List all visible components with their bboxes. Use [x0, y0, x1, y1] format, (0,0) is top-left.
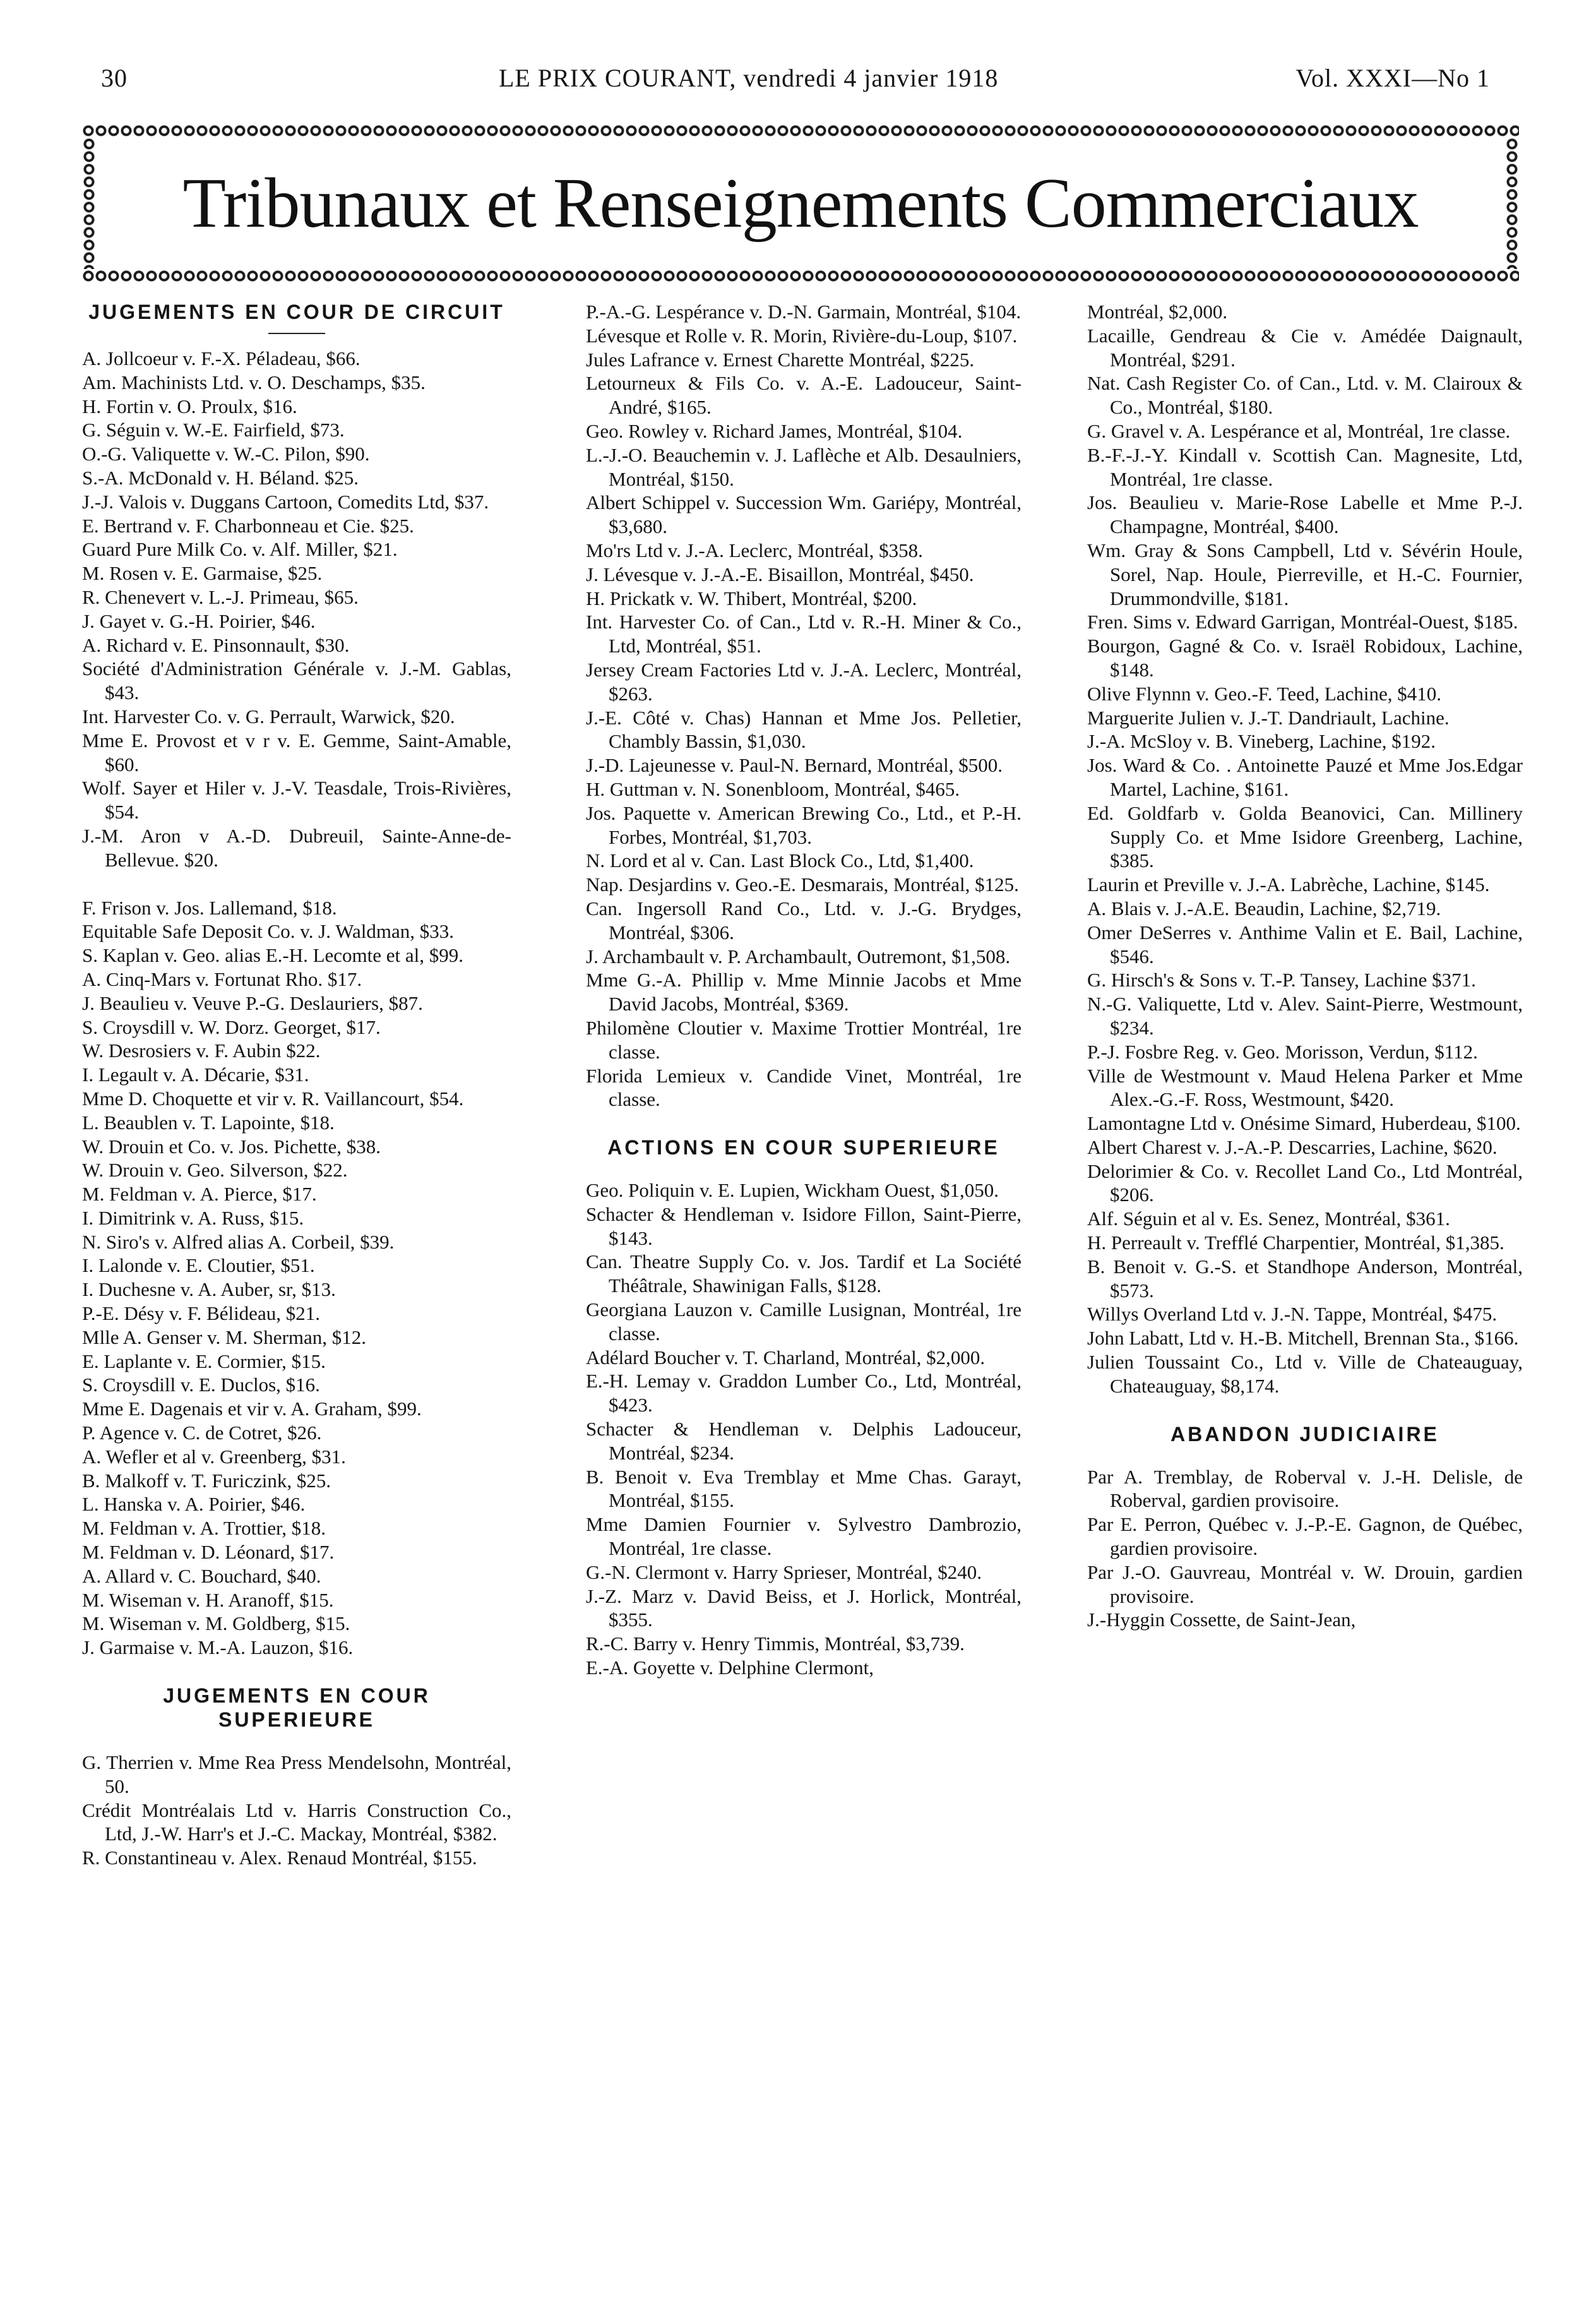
entry-list: [1087, 300, 1523, 1398]
judgment-entry: J. Archambault v. P. Archambault, Outremont, $1,508.: [586, 945, 1011, 967]
page-number: 30: [101, 64, 128, 92]
judgment-entry: Par A. Tremblay, de Roberval v. J.-H. Delisle, de Roberval, gardien provisoire.: [1087, 1465, 1523, 1512]
judgment-entry: Wm. Gray & Sons Campbell, Ltd v. Sévérin Houle, Sorel, Nap. Houle, Pierreville, et H.-C. Fournier, Drummondville, $181.: [1087, 539, 1523, 609]
heading-superior-judgments: JUGEMENTS EN COUR SUPERIEURE: [163, 1684, 431, 1732]
judgment-entry: Alf. Séguin et al v. Es. Senez, Montréal, $361.: [1087, 1207, 1450, 1230]
judgment-entry: M. Rosen v. E. Garmaise, $25.: [82, 562, 323, 585]
judgment-entry: A. Jollcoeur v. F.-X. Péladeau, $66.: [82, 347, 360, 369]
judgment-entry: Ed. Goldfarb v. Golda Beanovici, Can. Millinery Supply Co. et Mme Isidore Greenberg, Lachine, $385.: [1087, 801, 1523, 872]
judgment-entry: M. Wiseman v. M. Goldberg, $15.: [82, 1612, 350, 1635]
judgment-entry: W. Drouin v. Geo. Silverson, $22.: [82, 1159, 348, 1182]
judgment-entry: N.-G. Valiquette, Ltd v. Alev. Saint-Pierre, Westmount, $234.: [1087, 993, 1523, 1039]
judgment-entry: E.-A. Goyette v. Delphine Clermont,: [586, 1656, 874, 1679]
entry-list: [586, 300, 1021, 1111]
running-header: [95, 63, 1496, 101]
judgment-entry: I. Legault v. A. Décarie, $31.: [82, 1063, 309, 1086]
judgment-entry: Albert Charest v. J.-A.-P. Descarries, Lachine, $620.: [1087, 1135, 1498, 1158]
column-3: [1087, 300, 1523, 1632]
judgment-entry: G. Hirsch's & Sons v. T.-P. Tansey, Lachine $371.: [1087, 969, 1476, 991]
judgment-entry: R. Chenevert v. L.-J. Primeau, $65.: [82, 585, 359, 608]
judgment-entry: B. Malkoff v. T. Furiczink, $25.: [82, 1469, 331, 1492]
divider-rule: [268, 333, 325, 334]
judgment-entry: M. Feldman v. D. Léonard, $17.: [82, 1541, 335, 1564]
entry-list: [1087, 1465, 1523, 1632]
judgment-entry: I. Duchesne v. A. Auber, sr, $13.: [82, 1278, 336, 1301]
judgment-entry: Guard Pure Milk Co. v. Alf. Miller, $21.: [82, 538, 398, 561]
judgment-entry: Mo'rs Ltd v. J.-A. Leclerc, Montréal, $358.: [586, 539, 923, 561]
column-2: [586, 300, 1021, 1680]
judgment-entry: Jersey Cream Factories Ltd v. J.-A. Leclerc, Montréal, $263.: [586, 658, 1021, 705]
judgment-entry: Jules Lafrance v. Ernest Charette Montréal, $225.: [586, 348, 975, 371]
judgment-entry: Int. Harvester Co. of Can., Ltd v. R.-H. Miner & Co., Ltd, Montréal, $51.: [586, 611, 1021, 657]
judgment-entry: Nap. Desjardins v. Geo.-E. Desmarais, Montréal, $125.: [586, 873, 1019, 896]
judgment-entry: L. Hanska v. A. Poirier, $46.: [82, 1493, 306, 1516]
judgment-entry: G. Therrien v. Mme Rea Press Mendelsohn, Montréal, 50.: [82, 1751, 511, 1797]
section-title: Tribunaux et Renseignements Commerciaux: [182, 164, 1419, 243]
judgment-entry: Par J.-O. Gauvreau, Montréal v. W. Drouin, gardien provisoire.: [1087, 1560, 1523, 1607]
judgment-entry: Crédit Montréalais Ltd v. Harris Construction Co., Ltd, J.-W. Harr's et J.-C. Mackay, Montréal, $382.: [82, 1799, 511, 1845]
judgment-entry: B. Benoit v. Eva Tremblay et Mme Chas. Garayt, Montréal, $155.: [586, 1465, 1021, 1512]
judgment-entry: S.-A. McDonald v. H. Béland. $25.: [82, 466, 359, 489]
judgment-entry: Mme D. Choquette et vir v. R. Vaillancourt, $54.: [82, 1087, 464, 1110]
judgment-entry: Albert Schippel v. Succession Wm. Gariépy, Montréal, $3,680.: [586, 491, 1021, 538]
banner-border-top: [82, 124, 1519, 138]
judgment-entry: A. Cinq-Mars v. Fortunat Rho. $17.: [82, 967, 362, 990]
judgment-entry: N. Lord et al v. Can. Last Block Co., Ltd, $1,400.: [586, 849, 974, 872]
judgment-entry: Jos. Beaulieu v. Marie-Rose Labelle et Mme P.-J. Champagne, Montréal, $400.: [1087, 491, 1523, 538]
judgment-entry: E. Bertrand v. F. Charbonneau et Cie. $25.: [82, 514, 414, 537]
judgment-entry: P.-J. Fosbre Reg. v. Geo. Morisson, Verdun, $112.: [1087, 1040, 1478, 1063]
judgment-entry: Mme E. Provost et v r v. E. Gemme, Saint-Amable, $60.: [82, 729, 511, 776]
judgment-entry: J.-A. McSloy v. B. Vineberg, Lachine, $192.: [1087, 730, 1436, 753]
judgment-entry: Georgiana Lauzon v. Camille Lusignan, Montréal, 1re classe.: [586, 1298, 1021, 1345]
heading-judicial-abandonment: ABANDON JUDICIAIRE: [1170, 1422, 1439, 1446]
judgment-entry: Geo. Rowley v. Richard James, Montréal, $104.: [586, 419, 963, 442]
judgment-entry: S. Croysdill v. E. Duclos, $16.: [82, 1374, 320, 1396]
judgment-entry: R. Constantineau v. Alex. Renaud Montréal, $155.: [82, 1847, 477, 1869]
judgment-entry: Lamontagne Ltd v. Onésime Simard, Huberdeau, $100.: [1087, 1112, 1521, 1135]
entry-list: [82, 896, 511, 1660]
judgment-entry: S. Kaplan v. Geo. alias E.-H. Lecomte et al, $99.: [82, 944, 464, 967]
judgment-entry: L.-J.-O. Beauchemin v. J. Laflèche et Alb. Desaulniers, Montréal, $150.: [586, 443, 1021, 490]
judgment-entry: Bourgon, Gagné & Co. v. Israël Robidoux, Lachine, $148.: [1087, 635, 1523, 681]
judgment-entry: A. Richard v. E. Pinsonnault, $30.: [82, 633, 350, 656]
entry-list: [586, 1178, 1021, 1680]
judgment-entry: Mme G.-A. Phillip v. Mme Minnie Jacobs et Mme David Jacobs, Montréal, $369.: [586, 969, 1021, 1015]
judgment-entry: M. Feldman v. A. Pierce, $17.: [82, 1183, 317, 1206]
judgment-entry: G. Séguin v. W.-E. Fairfield, $73.: [82, 419, 345, 441]
judgment-entry: A. Wefler et al v. Greenberg, $31.: [82, 1445, 346, 1468]
judgment-entry: Montréal, $2,000.: [1087, 301, 1228, 323]
judgment-entry: F. Frison v. Jos. Lallemand, $18.: [82, 896, 337, 919]
judgment-entry: Olive Flynnn v. Geo.-F. Teed, Lachine, $410.: [1087, 682, 1441, 705]
heading-superior-actions: ACTIONS EN COUR SUPERIEURE: [607, 1136, 1000, 1159]
judgment-entry: Schacter & Hendleman v. Delphis Ladouceur, Montréal, $234.: [586, 1418, 1021, 1464]
judgment-entry: G.-N. Clermont v. Harry Sprieser, Montréal, $240.: [586, 1560, 982, 1583]
judgment-entry: John Labatt, Ltd v. H.-B. Mitchell, Brennan Sta., $166.: [1087, 1327, 1519, 1350]
judgment-entry: J.-Z. Marz v. David Beiss, et J. Horlick, Montréal, $355.: [586, 1584, 1021, 1631]
judgment-entry: J. Gayet v. G.-H. Poirier, $46.: [82, 609, 316, 632]
judgment-entry: B.-F.-J.-Y. Kindall v. Scottish Can. Magnesite, Ltd, Montréal, 1re classe.: [1087, 443, 1523, 490]
judgment-entry: E. Laplante v. E. Cormier, $15.: [82, 1350, 326, 1372]
judgment-entry: Ville de Westmount v. Maud Helena Parker et Mme Alex.-G.-F. Ross, Westmount, $420.: [1087, 1064, 1523, 1111]
judgment-entry: G. Gravel v. A. Lespérance et al, Montréal, 1re classe.: [1087, 419, 1511, 442]
judgment-entry: J.-M. Aron v A.-D. Dubreuil, Sainte-Anne-de-Bellevue. $20.: [82, 824, 511, 871]
judgment-entry: J.-D. Lajeunesse v. Paul-N. Bernard, Montréal, $500.: [586, 754, 1003, 777]
judgment-entry: E.-H. Lemay v. Graddon Lumber Co., Ltd, Montréal, $423.: [586, 1370, 1021, 1417]
judgment-entry: Laurin et Preville v. J.-A. Labrèche, Lachine, $145.: [1087, 873, 1490, 896]
judgment-entry: H. Guttman v. N. Sonenbloom, Montréal, $465.: [586, 777, 960, 800]
judgment-entry: Marguerite Julien v. J.-T. Dandriault, Lachine.: [1087, 706, 1450, 729]
judgment-entry: Can. Ingersoll Rand Co., Ltd. v. J.-G. Brydges, Montréal, $306.: [586, 897, 1021, 943]
judgment-entry: H. Perreault v. Trefflé Charpentier, Montréal, $1,385.: [1087, 1231, 1504, 1254]
judgment-entry: Jos. Ward & Co. . Antoinette Pauzé et Mme Jos.Edgar Martel, Lachine, $161.: [1087, 754, 1523, 800]
judgment-entry: Florida Lemieux v. Candide Vinet, Montréal, 1re classe.: [586, 1064, 1021, 1111]
judgment-entry: Philomène Cloutier v. Maxime Trottier Montréal, 1re classe.: [586, 1016, 1021, 1063]
journal-title-date: LE PRIX COURANT, vendredi 4 janvier 1918: [499, 64, 999, 92]
judgment-entry: Julien Toussaint Co., Ltd v. Ville de Chateauguay, Chateauguay, $8,174.: [1087, 1351, 1523, 1397]
entry-list: [82, 1751, 511, 1870]
judgment-entry: Mlle A. Genser v. M. Sherman, $12.: [82, 1326, 367, 1348]
judgment-entry: Lévesque et Rolle v. R. Morin, Rivière-du-Loup, $107.: [586, 324, 1018, 347]
judgment-entry: W. Desrosiers v. F. Aubin $22.: [82, 1039, 321, 1062]
judgment-entry: M. Feldman v. A. Trottier, $18.: [82, 1517, 326, 1540]
judgment-entry: Mme E. Dagenais et vir v. A. Graham, $99.: [82, 1398, 422, 1420]
entry-list: [82, 347, 511, 872]
heading-circuit-judgments: JUGEMENTS EN COUR DE CIRCUIT: [88, 301, 505, 323]
judgment-entry: Int. Harvester Co. v. G. Perrault, Warwick, $20.: [82, 705, 455, 728]
judgment-entry: Lacaille, Gendreau & Cie v. Amédée Daignault, Montréal, $291.: [1087, 324, 1523, 371]
judgment-entry: L. Beaublen v. T. Lapointe, $18.: [82, 1111, 335, 1134]
judgment-entry: Letourneux & Fils Co. v. A.-E. Ladouceur, Saint-André, $165.: [586, 372, 1021, 419]
judgment-entry: Willys Overland Ltd v. J.-N. Tappe, Montréal, $475.: [1087, 1303, 1498, 1326]
judgment-entry: Mme Damien Fournier v. Sylvestro Dambrozio, Montréal, 1re classe.: [586, 1513, 1021, 1560]
judgment-entry: J. Lévesque v. J.-A.-E. Bisaillon, Montréal, $450.: [586, 563, 974, 585]
judgment-entry: Wolf. Sayer et Hiler v. J.-V. Teasdale, Trois-Rivières, $54.: [82, 777, 511, 824]
judgment-entry: Am. Machinists Ltd. v. O. Deschamps, $35.: [82, 371, 426, 393]
judgment-entry: A. Allard v. C. Bouchard, $40.: [82, 1564, 321, 1587]
judgment-entry: S. Croysdill v. W. Dorz. Georget, $17.: [82, 1015, 381, 1038]
judgment-entry: O.-G. Valiquette v. W.-C. Pilon, $90.: [82, 443, 370, 465]
judgment-entry: H. Prickatk v. W. Thibert, Montréal, $200.: [586, 587, 917, 609]
judgment-entry: Can. Theatre Supply Co. v. Jos. Tardif et La Société Théâtrale, Shawinigan Falls, $128.: [586, 1250, 1021, 1297]
banner-border-bottom: [82, 269, 1519, 283]
judgment-entry: N. Siro's v. Alfred alias A. Corbeil, $39.: [82, 1230, 395, 1253]
judgment-entry: P.-E. Désy v. F. Bélideau, $21.: [82, 1302, 320, 1325]
judgment-entry: P.-A.-G. Lespérance v. D.-N. Garmain, Montréal, $104.: [586, 301, 1021, 323]
judgment-entry: P. Agence v. C. de Cotret, $26.: [82, 1422, 322, 1444]
judgment-entry: Adélard Boucher v. T. Charland, Montréal, $2,000.: [586, 1346, 986, 1369]
judgment-entry: Société d'Administration Générale v. J.-M. Gablas, $43.: [82, 657, 511, 704]
judgment-entry: I. Lalonde v. E. Cloutier, $51.: [82, 1254, 315, 1277]
judgment-entry: H. Fortin v. O. Proulx, $16.: [82, 395, 297, 417]
judgment-entry: J.-Hyggin Cossette, de Saint-Jean,: [1087, 1608, 1356, 1631]
judgment-entry: R.-C. Barry v. Henry Timmis, Montréal, $3,739.: [586, 1632, 965, 1655]
judgment-entry: Delorimier & Co. v. Recollet Land Co., Ltd Montréal, $206.: [1087, 1159, 1523, 1206]
volume-number: Vol. XXXI—No 1: [1295, 64, 1490, 92]
judgment-entry: J. Beaulieu v. Veuve P.-G. Deslauriers, $87.: [82, 991, 423, 1014]
judgment-entry: B. Benoit v. G.-S. et Standhope Anderson, Montréal, $573.: [1087, 1255, 1523, 1302]
judgment-entry: I. Dimitrink v. A. Russ, $15.: [82, 1206, 304, 1229]
judgment-entry: Jos. Paquette v. American Brewing Co., Ltd., et P.-H. Forbes, Montréal, $1,703.: [586, 801, 1021, 848]
judgment-entry: Fren. Sims v. Edward Garrigan, Montréal-Ouest, $185.: [1087, 611, 1518, 633]
judgment-entry: J.-J. Valois v. Duggans Cartoon, Comedits Ltd, $37.: [82, 490, 489, 513]
judgment-entry: Nat. Cash Register Co. of Can., Ltd. v. M. Clairoux & Co., Montréal, $180.: [1087, 372, 1523, 419]
judgment-entry: Equitable Safe Deposit Co. v. J. Waldman, $33.: [82, 920, 454, 943]
judgment-entry: J. Garmaise v. M.-A. Lauzon, $16.: [82, 1636, 354, 1659]
judgment-entry: Omer DeSerres v. Anthime Valin et E. Bail, Lachine, $546.: [1087, 921, 1523, 967]
judgment-entry: Par E. Perron, Québec v. J.-P.-E. Gagnon, de Québec, gardien provisoire.: [1087, 1513, 1523, 1560]
judgment-entry: Schacter & Hendleman v. Isidore Fillon, Saint-Pierre, $143.: [586, 1202, 1021, 1249]
column-1: [82, 300, 511, 1870]
judgment-entry: J.-E. Côté v. Chas) Hannan et Mme Jos. Pelletier, Chambly Bassin, $1,030.: [586, 706, 1021, 753]
judgment-entry: W. Drouin et Co. v. Jos. Pichette, $38.: [82, 1135, 381, 1158]
judgment-entry: Geo. Poliquin v. E. Lupien, Wickham Ouest, $1,050.: [586, 1179, 999, 1202]
section-banner: [82, 124, 1519, 283]
judgment-entry: M. Wiseman v. H. Aranoff, $15.: [82, 1588, 334, 1611]
judgment-entry: A. Blais v. J.-A.E. Beaudin, Lachine, $2,719.: [1087, 897, 1441, 919]
